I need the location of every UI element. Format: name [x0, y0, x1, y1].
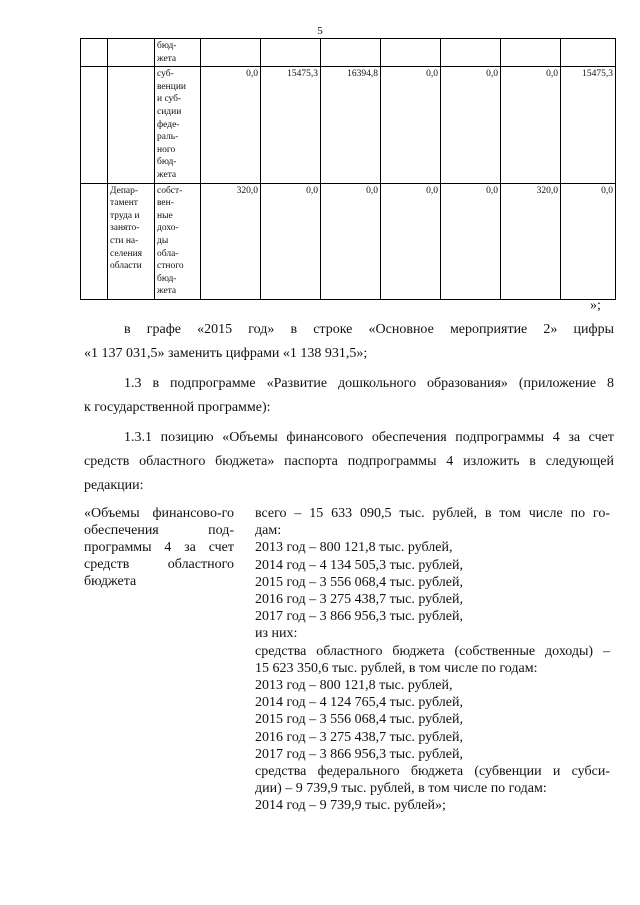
paragraph-text: в графе «2015 год» в строке «Основное мероприятие 2» цифры — [124, 322, 614, 337]
table-cell-number — [81, 39, 108, 67]
passport-line: 2016 год – 3 275 438,7 тыс. рублей, — [255, 729, 463, 745]
table-cell-number — [81, 67, 108, 183]
table-closing-quote: »; — [590, 298, 601, 313]
table-cell-value: 0,0 — [321, 183, 381, 299]
passport-value — [255, 505, 610, 815]
financing-table — [80, 38, 616, 300]
passport-line: всего – 15 633 090,5 тыс. рублей, в том числе по го- — [255, 506, 610, 521]
table-cell-value — [381, 39, 441, 67]
table-cell-value: 0,0 — [381, 67, 441, 183]
table-cell-value: 15475,3 — [261, 67, 321, 183]
table-cell-value — [261, 39, 321, 67]
passport-line: из них: — [255, 626, 298, 642]
passport-line: 2014 год – 9 739,9 тыс. рублей»; — [255, 798, 446, 814]
table-cell-value: 0,0 — [201, 67, 261, 183]
passport-line: дам: — [255, 523, 282, 539]
table-cell-value: 320,0 — [201, 183, 261, 299]
paragraph-subprogram-preschool — [84, 372, 614, 420]
paragraph-text: 1.3 в подпрограмме «Развитие дошкольного образования» (приложение 8 — [124, 376, 614, 391]
paragraph-text: редакции: — [84, 478, 144, 493]
table-cell-value: 0,0 — [441, 183, 501, 299]
table-row — [81, 183, 616, 299]
passport-line: 2013 год – 800 121,8 тыс. рублей, — [255, 678, 453, 694]
paragraph-passport-position — [84, 426, 614, 498]
passport-line: средства федерального бюджета (субвенции и субси- — [255, 764, 610, 780]
passport-line: дии) – 9 739,9 тыс. рублей, в том числе по годам: — [255, 781, 547, 797]
table-row — [81, 39, 616, 67]
table-cell-executor: Депар- тамент труда и занято- сти на- селения области — [108, 183, 155, 299]
table-cell-source: суб- венции и суб- сидии феде- раль- ного бюд- жета — [155, 67, 201, 183]
passport-line: 2017 год – 3 866 956,3 тыс. рублей, — [255, 609, 463, 625]
passport-line: 2015 год – 3 556 068,4 тыс. рублей, — [255, 712, 463, 728]
passport-line: 2016 год – 3 275 438,7 тыс. рублей, — [255, 592, 463, 608]
passport-line: 2014 год – 4 134 505,3 тыс. рублей, — [255, 557, 463, 573]
table-cell-value: 0,0 — [501, 67, 561, 183]
passport-line: 2014 год – 4 124 765,4 тыс. рублей, — [255, 695, 463, 711]
table-row — [81, 67, 616, 183]
table-cell-executor — [108, 39, 155, 67]
table-cell-value: 320,0 — [501, 183, 561, 299]
passport-line: средства областного бюджета (собственные доходы) – — [255, 643, 610, 659]
table-cell-value — [501, 39, 561, 67]
table-cell-value: 16394,8 — [321, 67, 381, 183]
paragraph-text: «1 137 031,5» заменить цифрами «1 138 931,5»; — [84, 346, 368, 361]
passport-label: «Объемы финансово-го обеспечения под-программы 4 за счет средств областного бюджета — [84, 506, 234, 589]
paragraph-text: к государственной программе): — [84, 400, 271, 415]
table-cell-value — [561, 39, 616, 67]
table-cell-number — [81, 183, 108, 299]
table-cell-source: собст- вен- ные дохо- ды обла- стного бюд- жета — [155, 183, 201, 299]
paragraph-text: средств областного бюджета» паспорта подпрограммы 4 изложить в следующей — [84, 454, 614, 469]
table-body — [81, 39, 616, 300]
table-cell-value — [441, 39, 501, 67]
table-cell-executor — [108, 67, 155, 183]
table-cell-value: 15475,3 — [561, 67, 616, 183]
table-cell-value: 0,0 — [561, 183, 616, 299]
table-cell-value — [201, 39, 261, 67]
table-cell-source: бюд- жета — [155, 39, 201, 67]
passport-line: 2013 год – 800 121,8 тыс. рублей, — [255, 540, 453, 556]
passport-line: 2015 год – 3 556 068,4 тыс. рублей, — [255, 574, 463, 590]
passport-line: 15 623 350,6 тыс. рублей, в том числе по годам: — [255, 660, 538, 676]
table-cell-value: 0,0 — [441, 67, 501, 183]
table-cell-value: 0,0 — [381, 183, 441, 299]
paragraph-text: 1.3.1 позицию «Объемы финансового обеспечения подпрограммы 4 за счет — [124, 430, 614, 445]
paragraph-column-2015 — [84, 318, 614, 366]
table-cell-value: 0,0 — [261, 183, 321, 299]
page-number: 5 — [317, 25, 323, 37]
table-cell-value — [321, 39, 381, 67]
passport-line: 2017 год – 3 866 956,3 тыс. рублей, — [255, 746, 463, 762]
